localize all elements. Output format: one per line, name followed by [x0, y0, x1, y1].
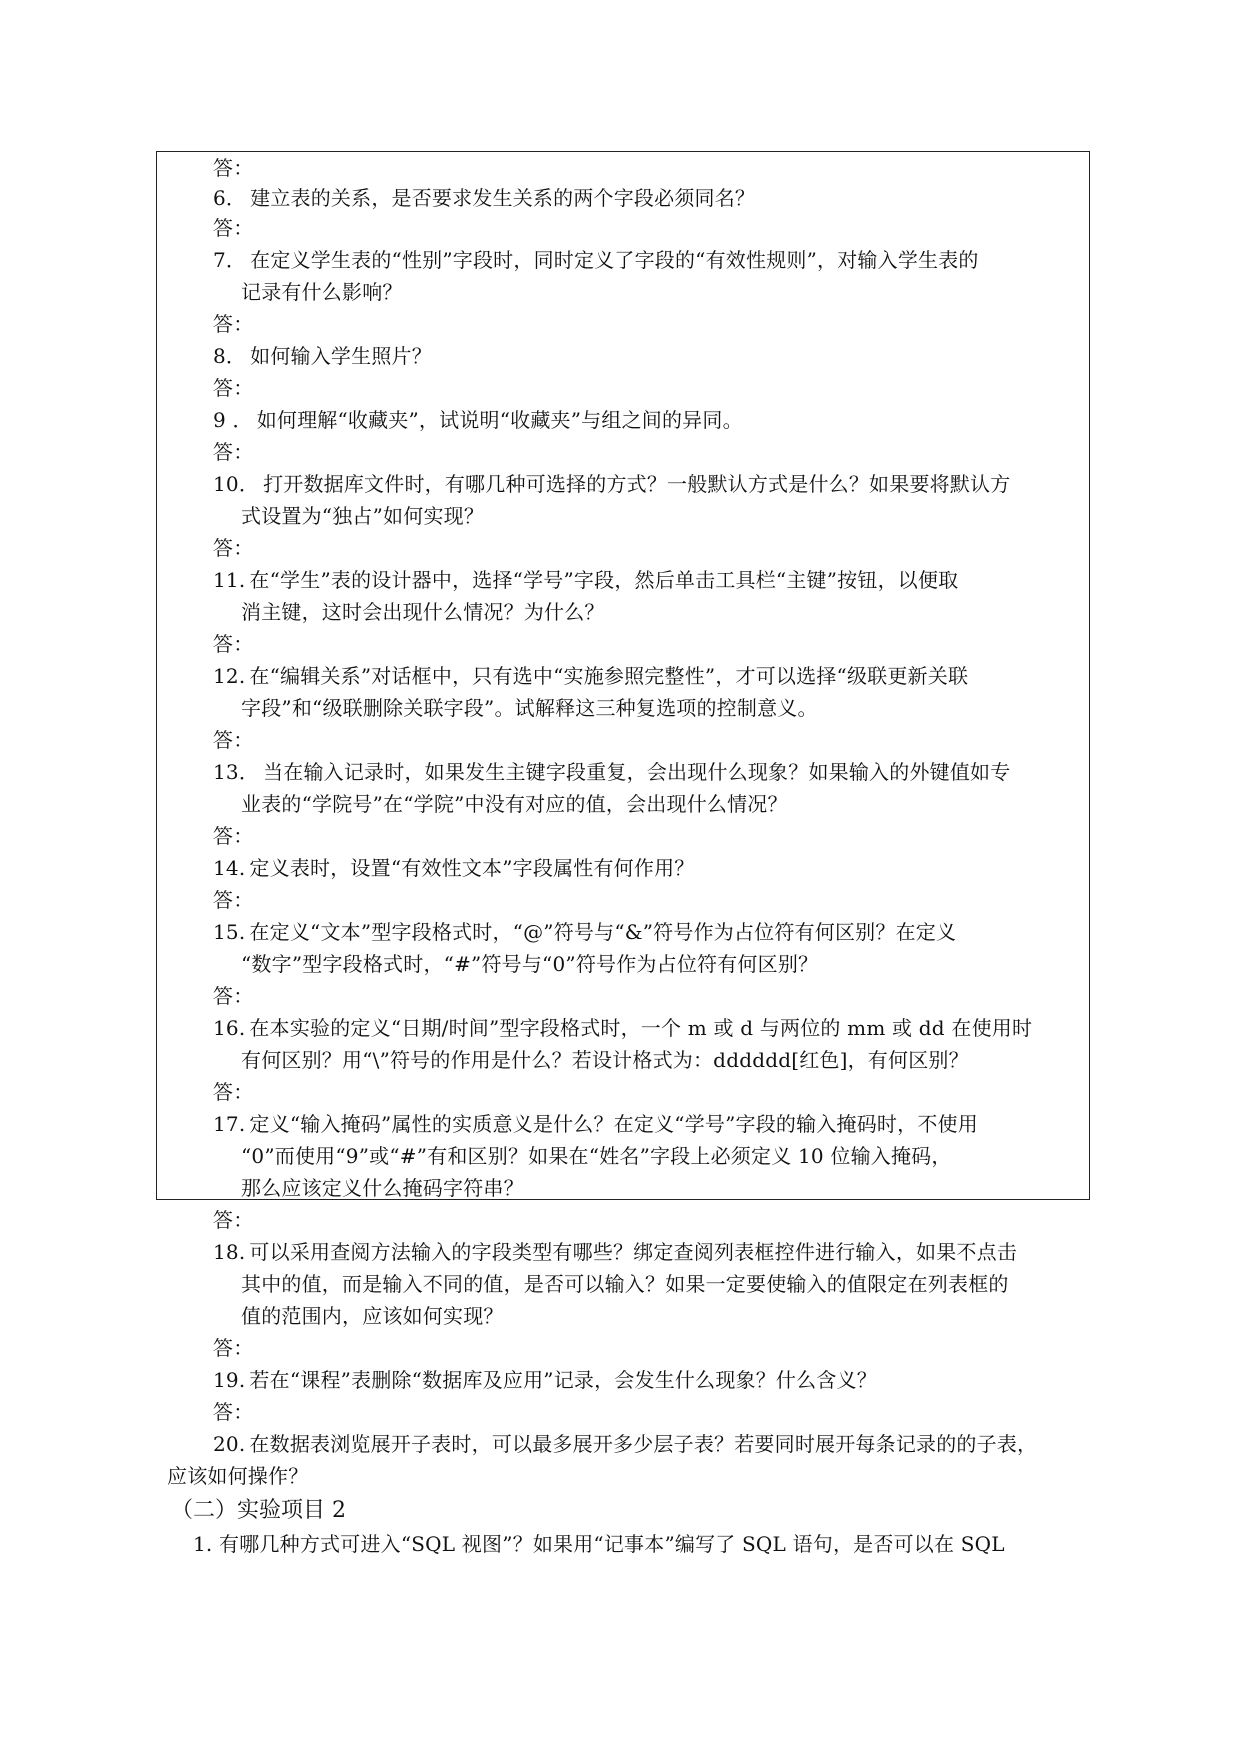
question-18-continued: 其中的值，而是输入不同的值，是否可以输入？如果一定要使输入的值限定在列表框的 [241, 1272, 1009, 1296]
content-table-cell [156, 151, 1090, 1556]
question-12-continued: 字段”和“级联删除关联字段”。试解释这三种复选项的控制意义。 [241, 696, 818, 720]
answer-label: 答： [213, 728, 254, 752]
question-18-continued: 值的范围内，应该如何实现？ [241, 1304, 504, 1328]
question-16: 16. 在本实验的定义“日期/时间”型字段格式时，一个 m 或 d 与两位的 mm 或 dd 在使用时 [213, 1016, 1033, 1040]
question-20: 20. 在数据表浏览展开子表时，可以最多展开多少层子表？若要同时展开每条记录的的子表， [213, 1432, 1038, 1456]
answer-label: 答： [213, 1208, 254, 1232]
question-11-continued: 消主键，这时会出现什么情况？为什么？ [241, 600, 605, 624]
question-12: 12. 在“编辑关系”对话框中，只有选中“实施参照完整性”，才可以选择“级联更新关联 [213, 664, 969, 688]
question-14: 14. 定义表时，设置“有效性文本”字段属性有何作用？ [213, 856, 695, 880]
question-20-continued: 应该如何操作？ [167, 1464, 309, 1488]
question-list [157, 152, 1089, 1556]
answer-label: 答： [213, 376, 254, 400]
answer-label: 答： [213, 156, 254, 180]
answer-label: 答： [213, 888, 254, 912]
question-8: 8． 如何输入学生照片？ [213, 344, 432, 368]
question-13: 13． 当在输入记录时，如果发生主键字段重复，会出现什么现象？如果输入的外键值如专 [213, 760, 1011, 784]
answer-label: 答： [213, 536, 254, 560]
question-7-continued: 记录有什么影响？ [241, 280, 403, 304]
answer-label: 答： [213, 440, 254, 464]
question-17-continued: “0”而使用“9”或“#”有和区别？如果在“姓名”字段上必须定义 10 位输入掩码， [241, 1144, 952, 1168]
question-10-continued: 式设置为“独占”如何实现？ [241, 504, 485, 528]
question-11: 11. 在“学生”表的设计器中，选择“学号”字段，然后单击工具栏“主键”按钮，以便取 [213, 568, 959, 592]
project2-question-1: 1. 有哪几种方式可进入“SQL 视图”？如果用“记事本”编写了 SQL 语句，是否可以在 SQL [193, 1532, 1005, 1556]
question-16-continued: 有何区别？用“\”符号的作用是什么？若设计格式为：dddddd[红色]，有何区别？ [241, 1048, 969, 1072]
answer-label: 答： [213, 1400, 254, 1424]
answer-label: 答： [213, 1336, 254, 1360]
question-7: 7． 在定义学生表的“性别”字段时，同时定义了字段的“有效性规则”，对输入学生表的 [213, 248, 979, 272]
question-17: 17. 定义“输入掩码”属性的实质意义是什么？在定义“学号”字段的输入掩码时，不使用 [213, 1112, 978, 1136]
question-6: 6． 建立表的关系，是否要求发生关系的两个字段必须同名？ [213, 186, 756, 210]
question-15: 15. 在定义“文本”型字段格式时，“@”符号与“&”符号作为占位符有何区别？在定义 [213, 920, 957, 944]
section-title: （二）实验项目 2 [171, 1498, 346, 1523]
question-18: 18. 可以采用查阅方法输入的字段类型有哪些？绑定查阅列表框控件进行输入，如果不点击 [213, 1240, 1018, 1264]
answer-label: 答： [213, 1080, 254, 1104]
question-9: 9 ． 如何理解“收藏夹”，试说明“收藏夹”与组之间的异同。 [213, 408, 743, 432]
question-13-continued: 业表的“学院号”在“学院”中没有对应的值，会出现什么情况？ [241, 792, 788, 816]
answer-label: 答： [213, 216, 254, 240]
answer-label: 答： [213, 984, 254, 1008]
question-19: 19. 若在“课程”表删除“数据库及应用”记录，会发生什么现象？什么含义？ [213, 1368, 877, 1392]
question-17-continued: 那么应该定义什么掩码字符串？ [241, 1176, 524, 1200]
answer-label: 答： [213, 632, 254, 656]
question-15-continued: “数字”型字段格式时，“#”符号与“0”符号作为占位符有何区别？ [241, 952, 819, 976]
answer-label: 答： [213, 824, 254, 848]
question-10: 10． 打开数据库文件时，有哪几种可选择的方式？一般默认方式是什么？如果要将默认方 [213, 472, 1011, 496]
answer-label: 答： [213, 312, 254, 336]
